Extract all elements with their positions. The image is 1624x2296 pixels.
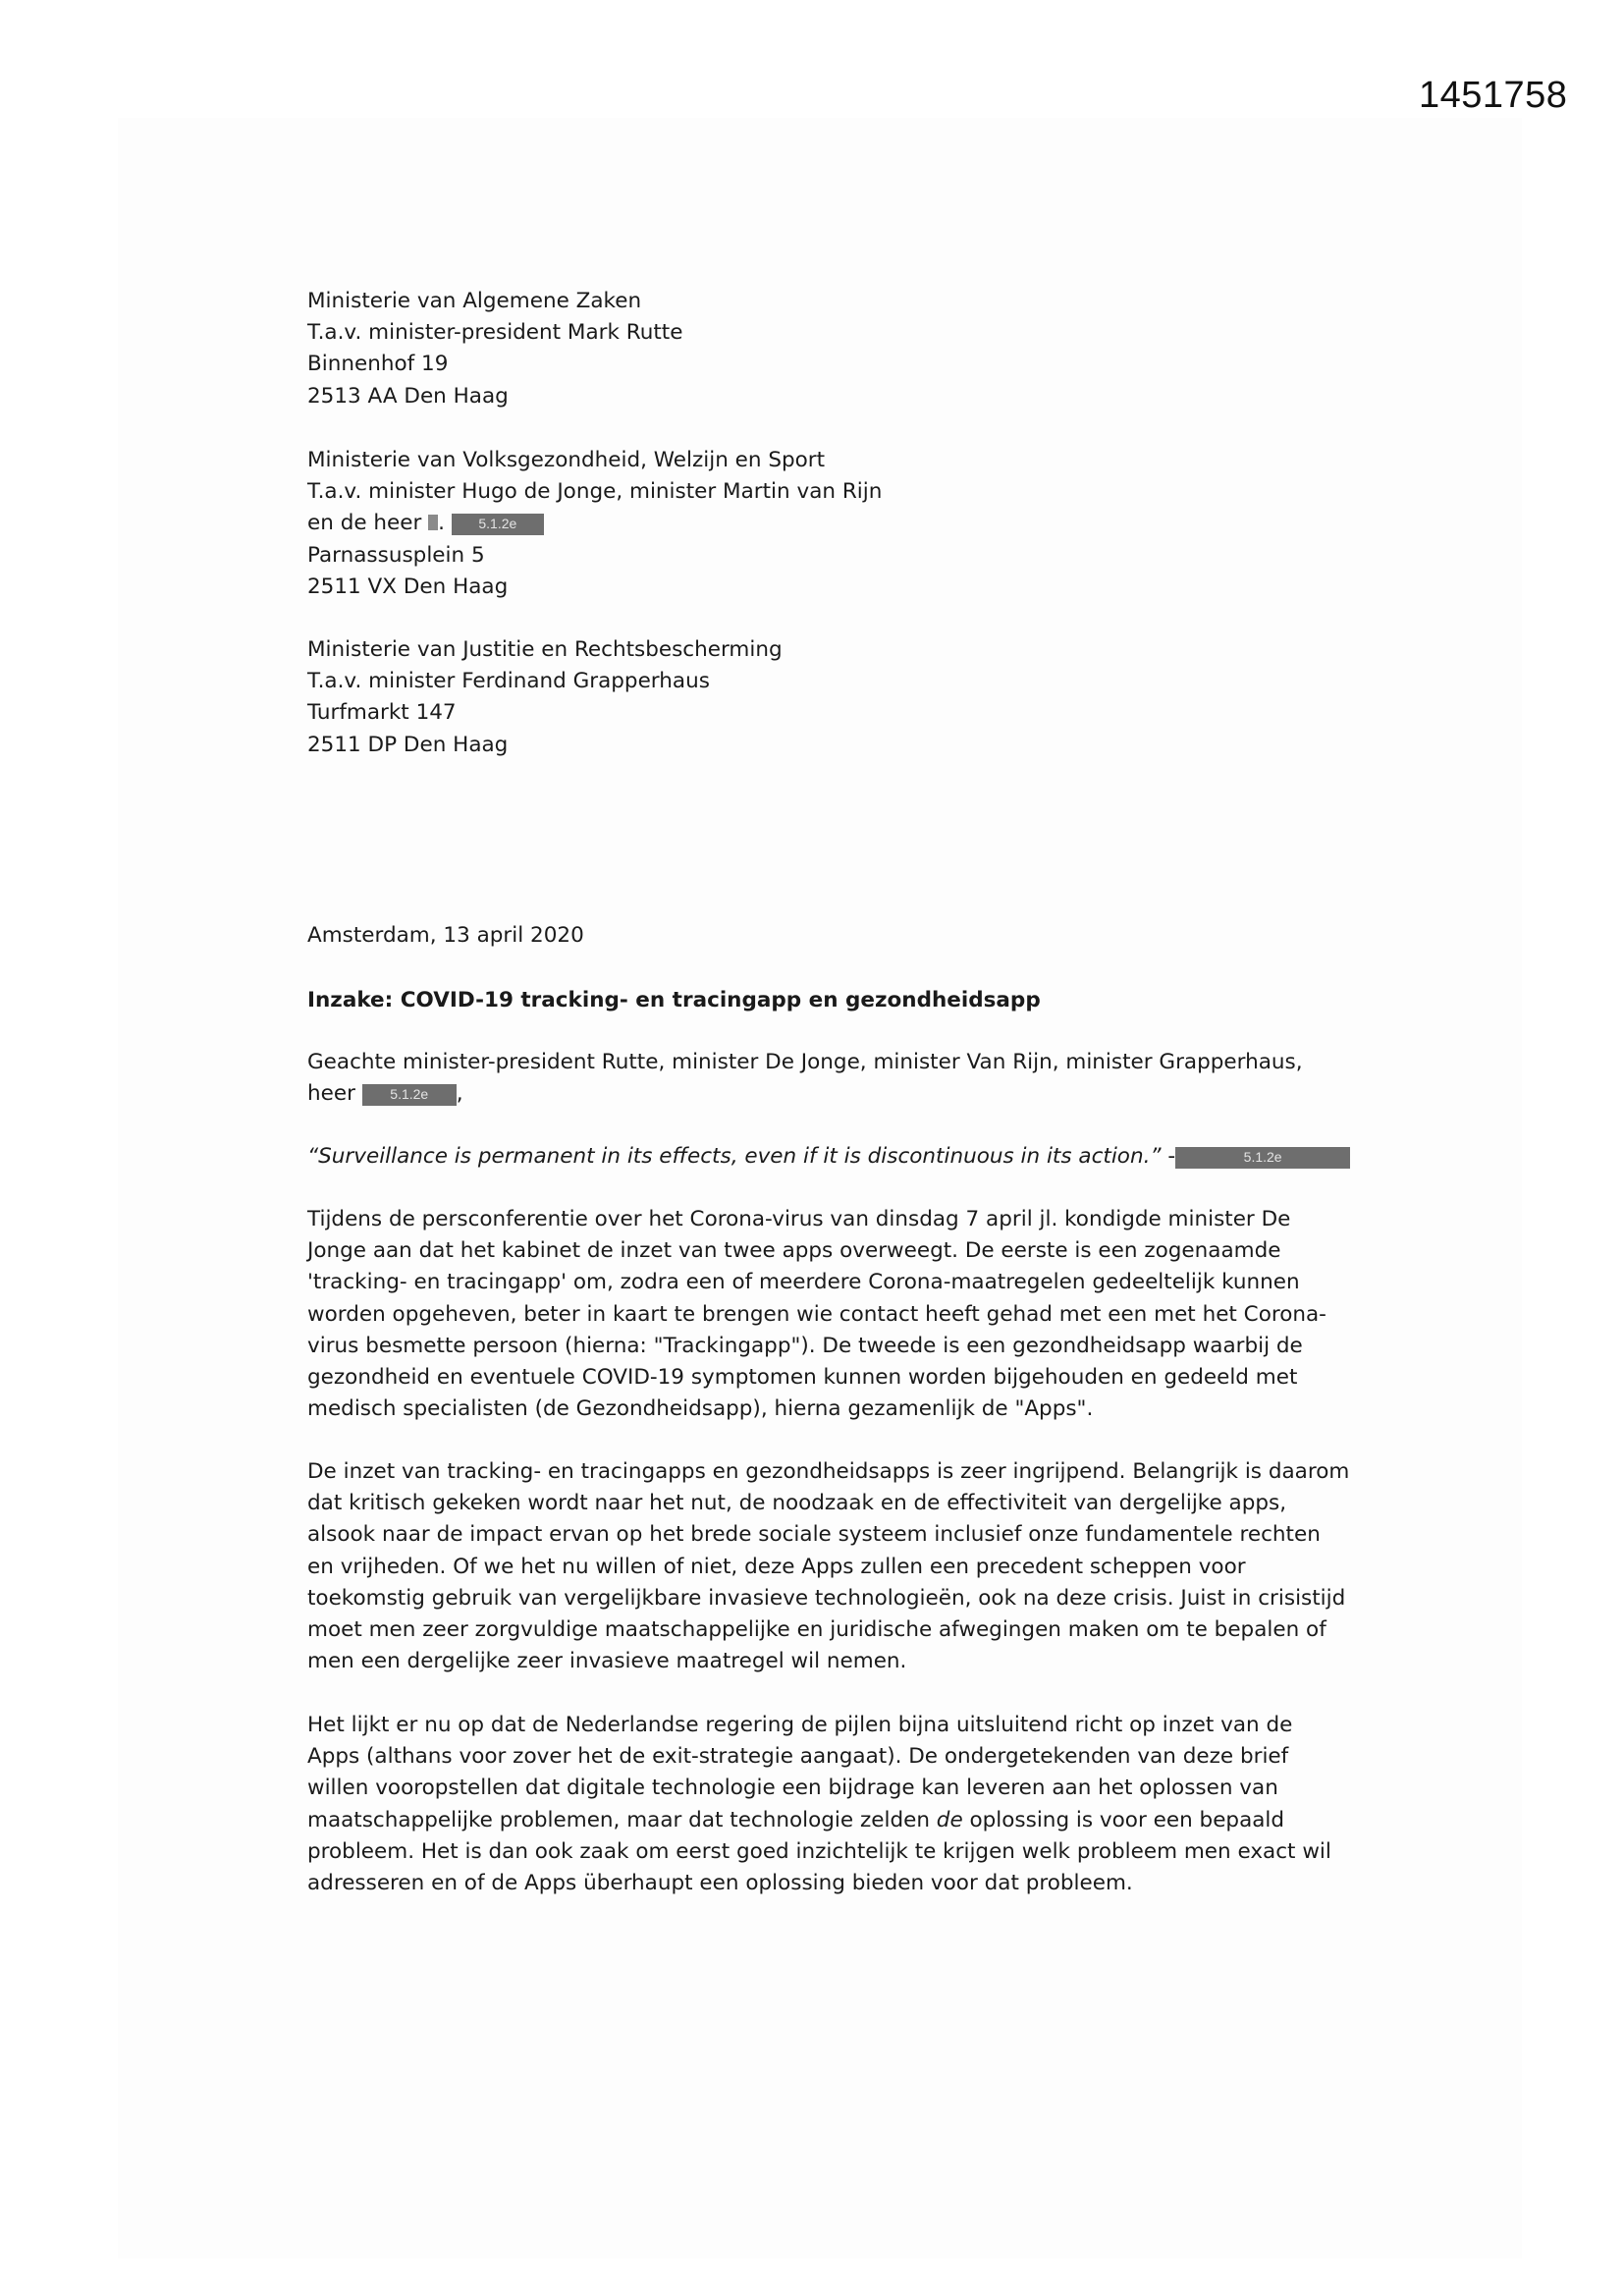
- paragraph-line: adresseren en of de Apps überhaupt een oplossing bieden voor dat probleem.: [307, 1871, 1133, 1896]
- addressee-line: T.a.v. minister-president Mark Rutte: [307, 320, 683, 346]
- addressee-vws: [307, 445, 1338, 603]
- paragraph-line: De inzet van tracking- en tracingapps en gezondheidsapps is zeer ingrijpend. Belangrijk is daarom: [307, 1459, 1350, 1484]
- paragraph-line: gezondheid en eventuele COVID-19 symptomen kunnen worden bijgehouden en gedeeld met: [307, 1365, 1298, 1391]
- salutation-suffix: ,: [456, 1081, 463, 1107]
- quote-text: “Surveillance is permanent in its effects, even if it is discontinuous in its action.”: [307, 1144, 1162, 1169]
- paragraph-line: toekomstig gebruik van vergelijkbare invasieve technologieën, ook na deze crisis. Juist in crisistijd: [307, 1585, 1346, 1611]
- salutation-line-1: Geachte minister-president Rutte, minister De Jonge, minister Van Rijn, minister Grapperhaus,: [307, 1050, 1303, 1074]
- paragraph-emphasis: de: [936, 1807, 963, 1832]
- addressee-line: Ministerie van Volksgezondheid, Welzijn en Sport: [307, 448, 826, 472]
- paragraph-line: alsook naar de impact ervan op het brede sociale systeem inclusief onze fundamentele rechten: [307, 1522, 1321, 1548]
- paragraph-line: [307, 1805, 1338, 1836]
- addressee-line: Ministerie van Justitie en Rechtsbescherming: [307, 637, 783, 662]
- paragraph-line: Apps (althans voor zover het de exit-strategie aangaat). De ondergetekenden van deze brief: [307, 1744, 1289, 1770]
- addressee-line: Turfmarkt 147: [307, 700, 457, 726]
- addressee-line: T.a.v. minister Ferdinand Grapperhaus: [307, 669, 710, 694]
- addressee-justitie: [307, 634, 1338, 761]
- document-number: 1451758: [1419, 75, 1568, 116]
- redaction-mark-small: [428, 515, 438, 530]
- addressee-line: Binnenhof 19: [307, 352, 449, 377]
- salutation: [307, 1047, 1338, 1110]
- body-paragraph-1: [307, 1204, 1338, 1425]
- subject-line: Inzake: COVID-19 tracking- en tracingapp en gezondheidsapp: [307, 988, 1041, 1012]
- body-paragraph-2: [307, 1456, 1350, 1677]
- paragraph-line: Tijdens de persconferentie over het Corona-virus van dinsdag 7 april jl. kondigde minister De: [307, 1207, 1291, 1231]
- paragraph-line: men een dergelijke zeer invasieve maatregel wil nemen.: [307, 1649, 907, 1674]
- paragraph-text: maatschappelijke problemen, maar dat technologie zelden: [307, 1807, 937, 1832]
- addressee-line: T.a.v. minister Hugo de Jonge, minister Martin van Rijn: [307, 479, 883, 505]
- addressee-redacted-line: [307, 508, 1338, 539]
- addressee-line-prefix: en de heer: [307, 511, 429, 536]
- redaction-box: 5.1.2e: [452, 514, 544, 535]
- paragraph-line: Jonge aan dat het kabinet de inzet van twee apps overweegt. De eerste is een zogenaamde: [307, 1238, 1281, 1264]
- page-background: [118, 118, 1522, 2259]
- paragraph-line: willen vooropstellen dat digitale technologie een bijdrage kan leveren aan het oplossen van: [307, 1776, 1278, 1801]
- place-date: Amsterdam, 13 april 2020: [307, 923, 584, 948]
- addressee-line: 2511 DP Den Haag: [307, 732, 509, 757]
- epigraph: [307, 1141, 1338, 1173]
- redaction-box: 5.1.2e: [1175, 1147, 1350, 1169]
- addressee-line: 2511 VX Den Haag: [307, 574, 509, 599]
- paragraph-text: oplossing is voor een bepaald: [962, 1807, 1285, 1832]
- paragraph-line: medisch specialisten (de Gezondheidsapp), hierna gezamenlijk de "Apps".: [307, 1396, 1094, 1422]
- paragraph-line: en vrijheden. Of we het nu willen of niet, deze Apps zullen een precedent scheppen voor: [307, 1554, 1246, 1579]
- paragraph-line: dat kritisch gekeken wordt naar het nut, de noodzaak en de effectiviteit van dergelijke apps,: [307, 1491, 1287, 1516]
- addressee-line: Parnassusplein 5: [307, 542, 485, 568]
- paragraph-line: Het lijkt er nu op dat de Nederlandse regering de pijlen bijna uitsluitend richt op inzet van de: [307, 1713, 1293, 1737]
- addressee-line-mark: .: [438, 511, 445, 536]
- addressee-line: Ministerie van Algemene Zaken: [307, 289, 642, 313]
- body-paragraph-3: [307, 1710, 1338, 1899]
- salutation-line-2: [307, 1078, 1338, 1110]
- paragraph-line: worden opgeheven, beter in kaart te brengen wie contact heeft gehad met een met het Corona-: [307, 1301, 1326, 1327]
- quote-dash: -: [1161, 1144, 1176, 1169]
- paragraph-line: moet men zeer zorgvuldige maatschappelijke en juridische afwegingen maken om te bepalen of: [307, 1617, 1326, 1643]
- paragraph-line: virus besmette persoon (hierna: "Trackingapp"). De tweede is een gezondheidsapp waarbij de: [307, 1333, 1303, 1358]
- addressee-algemene-zaken: [307, 286, 1338, 412]
- salutation-prefix: heer: [307, 1081, 362, 1107]
- addressee-line: 2513 AA Den Haag: [307, 383, 509, 409]
- paragraph-line: probleem. Het is dan ook zaak om eerst goed inzichtelijk te krijgen welk probleem men exact wil: [307, 1838, 1331, 1864]
- redaction-box: 5.1.2e: [362, 1084, 457, 1106]
- paragraph-line: 'tracking- en tracingapp' om, zodra een of meerdere Corona-maatregelen gedeeltelijk kunnen: [307, 1270, 1300, 1295]
